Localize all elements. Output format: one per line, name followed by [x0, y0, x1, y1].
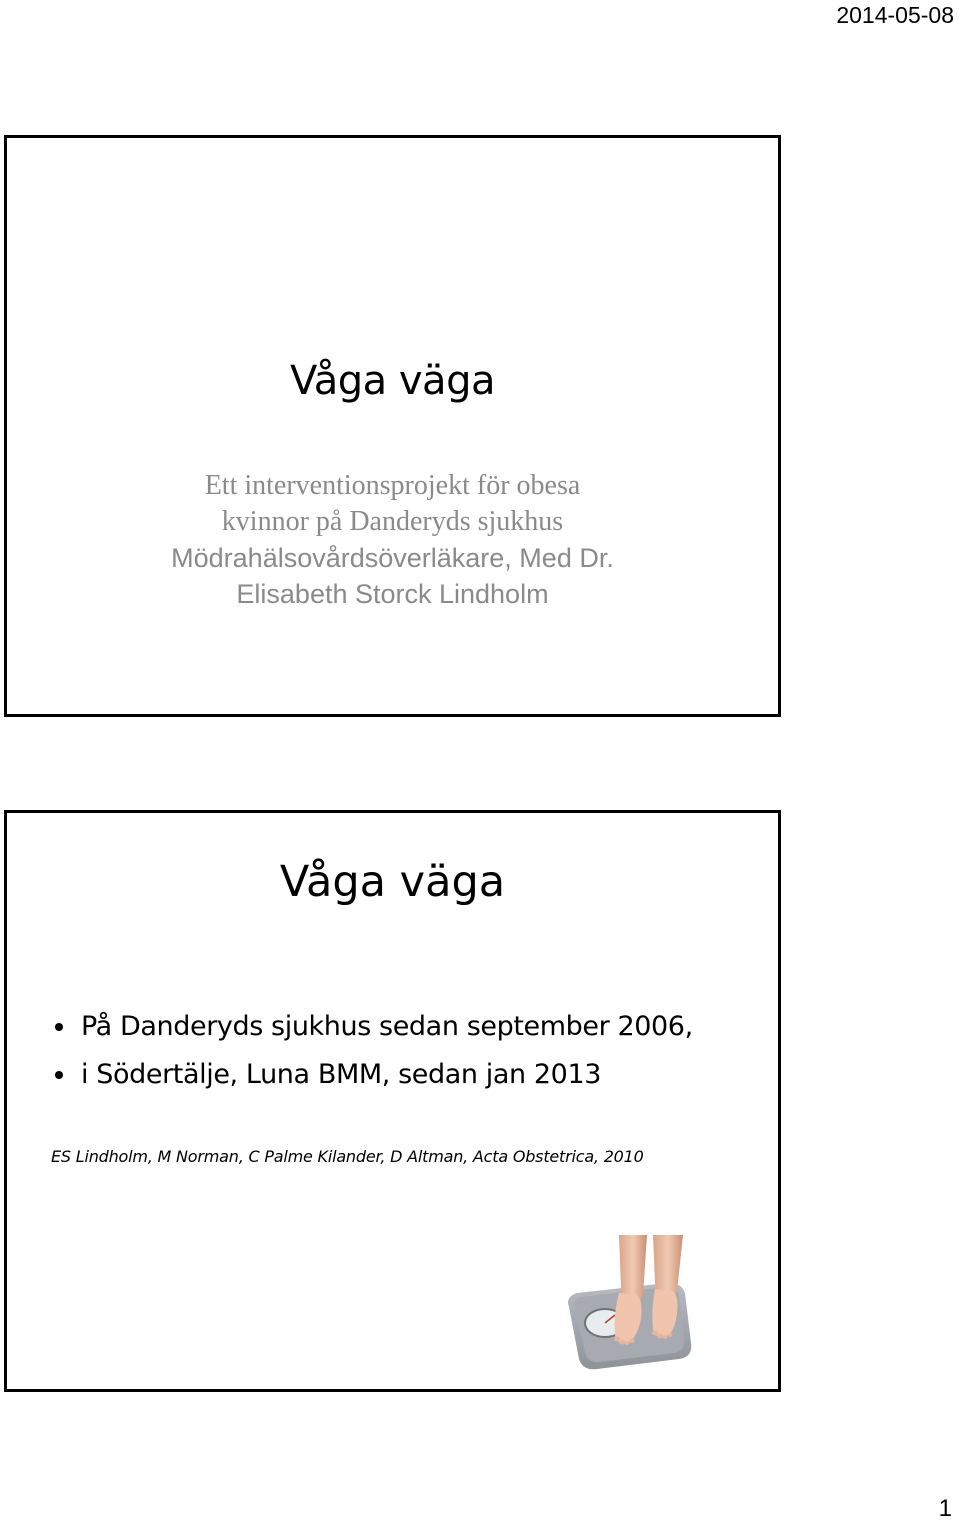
subtitle-line: kvinnor på Danderyds sjukhus [221, 506, 564, 537]
subtitle-line: Ett interventionsprojekt för obesa [204, 470, 581, 501]
bullet-icon [55, 1023, 63, 1031]
page-number: 1 [938, 1495, 952, 1522]
bullet-icon [55, 1071, 63, 1079]
subtitle-line: Elisabeth Storck Lindholm [236, 579, 549, 609]
bullet-list [51, 1003, 693, 1099]
slide-1-subtitle [7, 468, 778, 612]
slide-1 [4, 135, 781, 717]
slide-1-title: Våga väga [290, 358, 495, 404]
reference-citation: ES Lindholm, M Norman, C Palme Kilander, D Altman, Acta Obstetrica, 2010 [51, 1147, 644, 1166]
bullet-item [51, 1003, 693, 1051]
document-date: 2014-05-08 [836, 2, 954, 28]
subtitle-line: Mödrahälsovårdsöverläkare, Med Dr. [171, 543, 614, 573]
slide-2-title: Våga väga [279, 857, 506, 907]
bathroom-scale-feet-photo [557, 1235, 697, 1370]
bullet-text: På Danderyds sjukhus sedan september 2006, [81, 1011, 693, 1042]
bullet-text: i Södertälje, Luna BMM, sedan jan 2013 [81, 1059, 602, 1090]
slide-2 [4, 810, 781, 1392]
bullet-item [51, 1051, 693, 1099]
